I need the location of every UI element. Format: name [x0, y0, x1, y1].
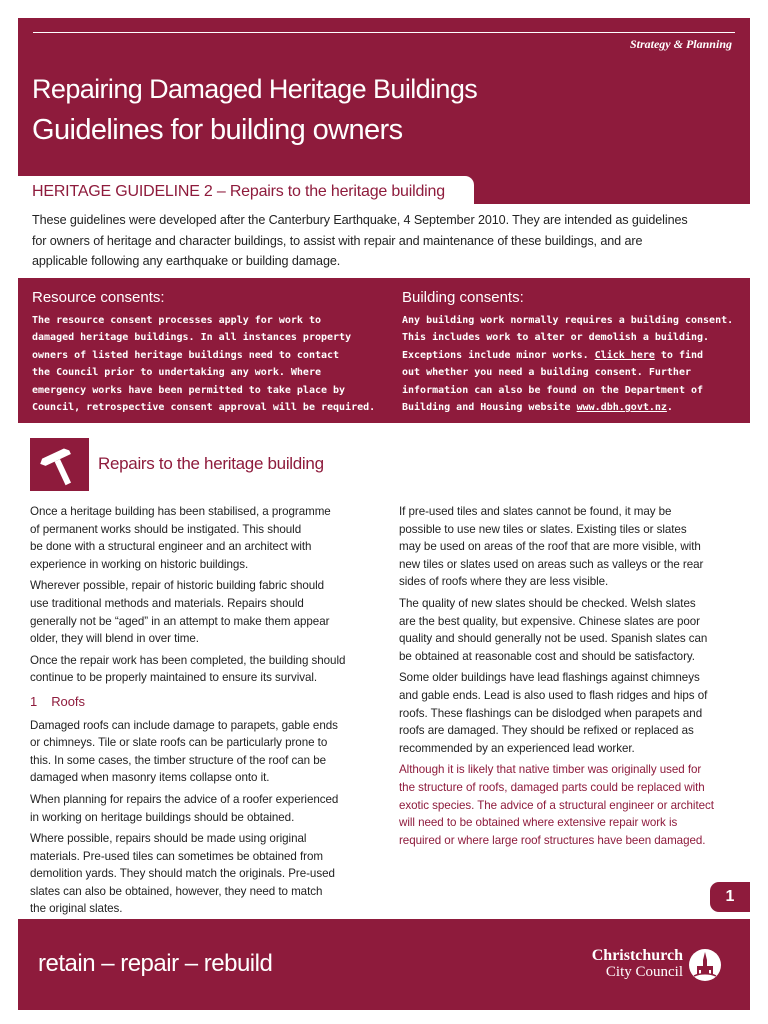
council-name-line1: Christchurch — [591, 947, 683, 964]
consent-line: owners of listed heritage buildings need to contact — [32, 349, 340, 361]
page-title: Repairing Damaged Heritage Buildings — [32, 74, 478, 104]
text-line: use traditional methods and materials. Repairs should — [30, 596, 304, 610]
consent-line: emergency works have been permitted to take place by — [32, 384, 346, 396]
text-line: materials. Pre-used tiles can sometimes be obtained from — [30, 849, 323, 863]
text-line: sides of roofs where they are less visible. — [399, 575, 609, 589]
text-line: or chimneys. Tile or slate roofs can be particularly prone to — [30, 736, 328, 750]
consent-line: Any building work normally requires a building consent. — [402, 315, 734, 326]
text-line: be done with a structural engineer and an architect with — [30, 540, 312, 554]
cathedral-logo-icon — [688, 948, 722, 987]
text-line: the original slates. — [30, 902, 123, 916]
council-name-line2: City Council — [605, 964, 683, 980]
text-line: Wherever possible, repair of historic building fabric should — [30, 579, 325, 593]
text-line: damaged when masonry items collapse onto it. — [30, 771, 270, 785]
text-line: roofs are damaged. They should be refixed or replaced as — [399, 724, 694, 738]
section-label: Strategy & Planning — [629, 37, 732, 51]
text-line: will need to be obtained where extensive repair work is — [399, 816, 678, 830]
paragraph — [399, 669, 714, 757]
header-rule — [33, 32, 735, 33]
text-line: continue to be properly maintained to ensure its survival. — [30, 671, 318, 685]
paragraph — [399, 503, 714, 591]
consent-text-span: to find — [654, 349, 704, 361]
text-line: The quality of new slates should be checked. Welsh slates — [399, 596, 696, 610]
council-name — [560, 948, 683, 980]
paragraph — [30, 503, 345, 573]
paragraph — [30, 791, 345, 826]
consent-line: The resource consent processes apply for work to — [32, 315, 321, 326]
page-subtitle: Guidelines for building owners — [32, 114, 403, 146]
text-line: Once a heritage building has been stabilised, a programme — [30, 505, 331, 518]
text-line: required or where large roof structures have been damaged. — [399, 833, 706, 847]
left-column — [30, 503, 345, 922]
building-consents-heading: Building consents: — [402, 289, 524, 306]
consent-text-span: Exceptions include minor works. — [402, 349, 595, 361]
building-consents-text — [402, 312, 733, 416]
consent-line: information can also be found on the Department of — [402, 384, 704, 396]
section-heading: Repairs to the heritage building — [98, 454, 324, 473]
paragraph — [30, 652, 345, 687]
text-line: generally not be “aged” in an attempt to make them appear — [30, 614, 330, 628]
consent-line: out whether you need a building consent. Further — [402, 367, 691, 379]
text-line: slates can also be obtained, however, they need to match — [30, 884, 323, 898]
text-line: in working on heritage buildings should be obtained. — [30, 810, 295, 824]
text-line: When planning for repairs the advice of a roofer experienced — [30, 792, 339, 806]
footer-tagline: retain – repair – rebuild — [38, 950, 273, 977]
dbh-website-link[interactable]: www.dbh.govt.nz — [576, 402, 667, 414]
text-line: may be used on areas of the roof that are more visible, with — [399, 540, 701, 554]
paragraph — [30, 717, 345, 787]
intro-text — [32, 210, 732, 272]
text-line: exotic species. The advice of a structural engineer or architect — [399, 798, 714, 812]
text-line: be obtained at reasonable cost and should be satisfactory. — [399, 649, 695, 663]
click-here-link[interactable]: Click here — [594, 349, 655, 361]
text-line: If pre-used tiles and slates cannot be found, it may be — [399, 505, 672, 518]
hammer-icon — [30, 438, 89, 491]
guideline-heading: HERITAGE GUIDELINE 2 – Repairs to the heritage building — [32, 183, 445, 200]
text-line: Damaged roofs can include damage to parapets, gable ends — [30, 718, 338, 732]
resource-consents-text — [32, 312, 375, 416]
text-line: experience in working on historic buildings. — [30, 557, 249, 571]
consent-line: This includes work to alter or demolish a building. — [402, 332, 710, 344]
text-line: Although it is likely that native timber was originally used for — [399, 763, 702, 777]
consent-line — [402, 347, 733, 364]
text-line: and gable ends. Lead is also used to flash ridges and hips of — [399, 688, 708, 702]
intro-line: These guidelines were developed after the Canterbury Earthquake, 4 September 2010. They are intended as guidelines — [32, 213, 688, 227]
consent-line: the Council prior to undertaking any work. Where — [32, 367, 321, 379]
consent-line — [402, 399, 733, 416]
consent-text-span: Building and Housing website — [402, 402, 577, 414]
intro-line: for owners of heritage and character buildings, to assist with repair and maintenance of these buildings, and are — [32, 233, 643, 248]
text-line: new tiles or slates used on areas such as valleys or the rear — [399, 557, 704, 571]
text-line: Some older buildings have lead flashings against chimneys — [399, 671, 700, 685]
text-line: older, they will blend in over time. — [30, 632, 199, 646]
paragraph — [30, 577, 345, 647]
paragraph — [30, 830, 345, 918]
consent-line: Council, retrospective consent approval will be required. — [32, 402, 376, 414]
text-line: are the best quality, but expensive. Chinese slates are poor — [399, 614, 700, 628]
text-line: the structure of roofs, damaged parts could be replaced with — [399, 780, 705, 794]
paragraph — [399, 595, 714, 665]
resource-consents-heading: Resource consents: — [32, 289, 165, 306]
text-line: roofs. These flashings can be dislodged when parapets and — [399, 706, 703, 720]
text-line: demolition yards. They should match the originals. Pre-used — [30, 867, 335, 881]
text-line: of permanent works should be instigated. This should — [30, 522, 302, 536]
subsection-heading — [30, 693, 345, 711]
text-line: this. In some cases, the timber structure of the roof can be — [30, 753, 327, 767]
intro-line: applicable following any earthquake or building damage. — [32, 254, 341, 268]
text-line: possible to use new tiles or slates. Existing tiles or slates — [399, 522, 687, 536]
page-number: 1 — [710, 882, 750, 912]
text-line: Where possible, repairs should be made using original — [30, 832, 307, 846]
highlight-paragraph — [399, 761, 714, 849]
text-line: quality and should generally not be used. Spanish slates can — [399, 632, 708, 646]
consent-text-span: . — [666, 402, 673, 414]
right-column — [399, 503, 714, 853]
text-line: Once the repair work has been completed, the building should — [30, 653, 346, 667]
consent-line: damaged heritage buildings. In all instances property — [32, 332, 352, 344]
text-line: recommended by an experienced lead worker. — [399, 741, 635, 755]
subsection-number: 1 — [30, 693, 38, 709]
subsection-title: Roofs — [51, 693, 85, 709]
